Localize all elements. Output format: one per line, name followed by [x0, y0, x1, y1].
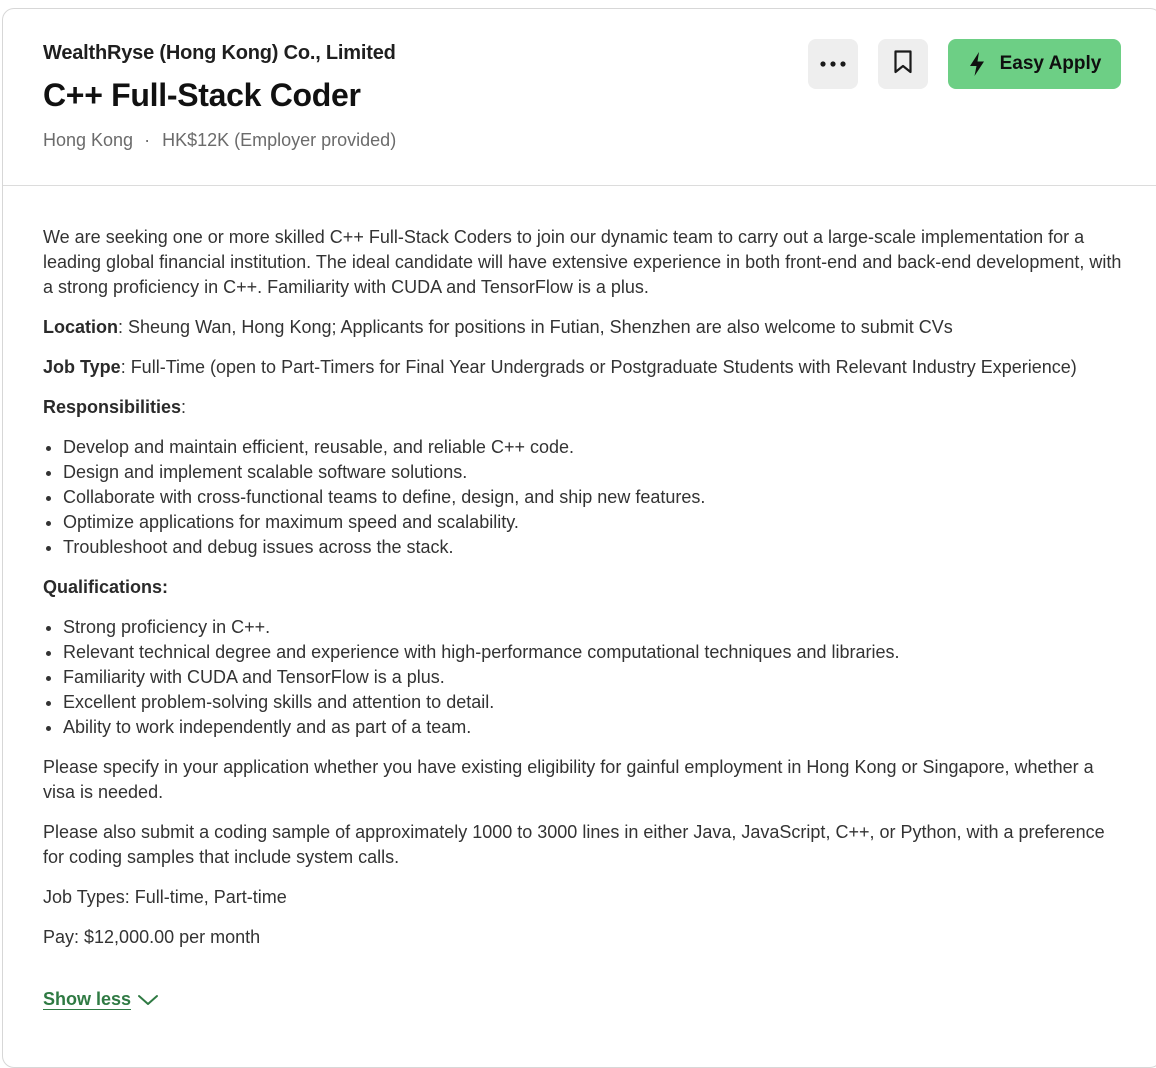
location-label: Location [43, 317, 118, 337]
coding-sample-paragraph: Please also submit a coding sample of approximately 1000 to 3000 lines in either Java, JavaScript, C++, or Python, with a preference for coding samples that include system calls. [43, 822, 1105, 867]
easy-apply-label: Easy Apply [999, 53, 1102, 74]
list-item: • Ability to work independently and as part of a team. [63, 715, 1123, 740]
more-horizontal-icon [819, 55, 847, 73]
job-location: Hong Kong [43, 130, 134, 150]
lightning-bolt-icon [968, 51, 986, 77]
eligibility-paragraph: Please specify in your application whether you have existing eligibility for gainful employment in Hong Kong or Singapore, whether a visa is needed. [43, 757, 1094, 802]
responsibilities-list [43, 435, 1123, 560]
easy-apply-button[interactable] [948, 39, 1121, 89]
responsibilities-label: Responsibilities [43, 397, 182, 417]
show-less-link[interactable] [43, 989, 159, 1010]
job-detail-card [2, 8, 1156, 1068]
location-paragraph [43, 315, 1123, 340]
list-item: • Strong proficiency in C++. [63, 615, 1123, 640]
responsibilities-heading [43, 395, 1123, 420]
responsibilities-colon: : [181, 397, 187, 417]
company-name[interactable]: WealthRyse (Hong Kong) Co., Limited [43, 42, 396, 64]
list-item: • Collaborate with cross-functional teams to define, design, and ship new features. [63, 485, 1123, 510]
list-item: • Design and implement scalable software solutions. [63, 460, 1123, 485]
list-item: • Relevant technical degree and experience with high-performance computational techniques and libraries. [63, 640, 1123, 665]
list-item: • Familiarity with CUDA and TensorFlow is a plus. [63, 665, 1123, 690]
job-types-paragraph: Job Types: Full-time, Part-time [43, 887, 287, 907]
job-meta [43, 130, 396, 151]
more-options-button[interactable] [808, 39, 858, 89]
job-salary: HK$12K (Employer provided) [162, 130, 397, 150]
job-type-paragraph [43, 355, 1123, 380]
qualifications-label: Qualifications: [43, 577, 169, 597]
show-less-label: Show less [43, 989, 132, 1009]
bookmark-icon [893, 49, 913, 80]
list-item: • Develop and maintain efficient, reusable, and reliable C++ code. [63, 435, 1123, 460]
job-description [43, 225, 1123, 965]
intro-paragraph: We are seeking one or more skilled C++ Full-Stack Coders to join our dynamic team to carry out a large-scale implementation for a leading global financial institution. The ideal candidate will have extensive experience in both front-end and back-end development, with a strong proficiency in C++. Familiarity with CUDA and TensorFlow is a plus. [43, 227, 1122, 297]
location-text: : Sheung Wan, Hong Kong; Applicants for positions in Futian, Shenzhen are also welcome to submit CVs [118, 317, 953, 337]
job-title: C++ Full-Stack Coder [43, 77, 361, 113]
chevron-down-icon [137, 993, 159, 1007]
list-item: • Troubleshoot and debug issues across the stack. [63, 535, 1123, 560]
pay-paragraph: Pay: $12,000.00 per month [43, 927, 261, 947]
job-type-text: : Full-Time (open to Part-Timers for Final Year Undergrads or Postgraduate Students with Relevant Industry Experience) [120, 357, 1077, 377]
meta-separator: · [144, 130, 151, 150]
list-item: • Excellent problem-solving skills and attention to detail. [63, 690, 1123, 715]
list-item: • Optimize applications for maximum speed and scalability. [63, 510, 1123, 535]
job-header [3, 9, 1156, 186]
qualifications-heading [43, 575, 1123, 600]
qualifications-list [43, 615, 1123, 740]
job-type-label: Job Type [43, 357, 121, 377]
save-job-button[interactable] [878, 39, 928, 89]
